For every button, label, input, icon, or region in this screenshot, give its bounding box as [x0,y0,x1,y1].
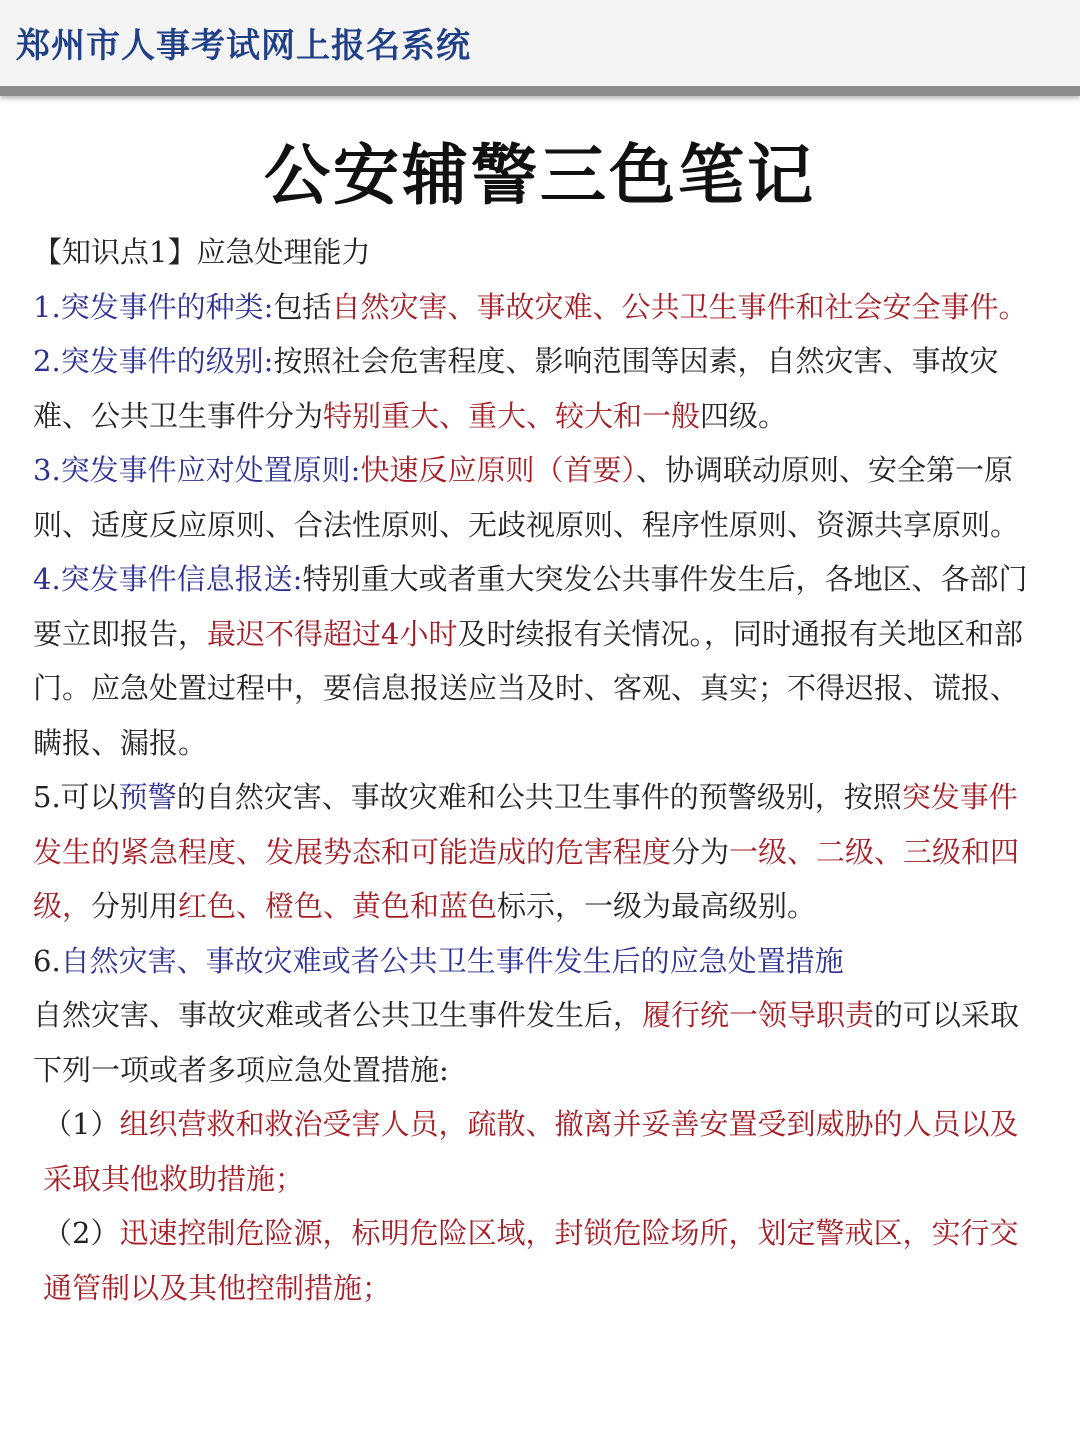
p5-highlight-c: 红色、橙色、黄色和蓝色 [178,889,498,923]
paragraph-2 [33,334,1040,443]
measure-2 [33,1206,1040,1315]
p6-heading: 自然灾害、事故灾难或者公共卫生事件发生后的应急处置措施 [60,943,844,978]
p5-text-e: 标示，一级为最高级别。 [497,889,817,923]
p4-text-end: 及时续报有关情况。，同时通报有关地区和部门。应急处置过程中，要信息报送应当及时、客观、真实；不得迟报、谎报、瞒报、漏报。 [33,616,1023,760]
p2-text-end: 四级。 [700,398,788,433]
paragraph-4 [33,552,1040,770]
p4-text: 特别重大或者重大突发公共事件发生后，各地区、各部门要立即报告， [33,562,1028,651]
paragraph-1 [33,280,1040,335]
p7-highlight: 履行统一领导职责 [642,998,875,1032]
p2-highlight: 特别重大、重大、较大和一般 [323,398,701,433]
measure-1-text: 组织营救和救治受害人员，疏散、撤离并妥善安置受到威胁的人员以及采取其他救助措施； [43,1107,1019,1196]
measure-2-text: 迅速控制危险源，标明危险区域，封锁危险场所，划定警戒区，实行交通管制以及其他控制措施； [43,1216,1019,1305]
p5-highlight-b: 一级、二级、三级和四级， [33,834,1020,923]
paragraph-6 [33,934,1040,989]
p3-text: 、协调联动原则、安全第一原则、适度反应原则、合法性原则、无歧视原则、程序性原则、资源共享原则。 [33,453,1020,542]
measure-1-number: （1） [43,1107,120,1141]
site-title[interactable]: 郑州市人事考试网上报名系统 [16,26,471,66]
p1-highlight: 自然灾害、事故灾难、公共卫生事件和社会安全事件。 [331,289,1028,324]
paragraph-5 [33,770,1040,934]
p5-text-d: 分别用 [91,889,179,923]
paragraph-7 [33,988,1040,1097]
p7-text-b: 的可以采取下列一项或者多项应急处置措施: [33,998,1020,1087]
page-title: 公安辅警三色笔记 [264,136,816,214]
measure-1 [33,1097,1040,1206]
p7-text-a: 自然灾害、事故灾难或者公共卫生事件发生后， [33,998,643,1032]
document-body [33,225,1040,1315]
p1-text: 包括 [273,289,332,324]
p1-label: 1.突发事件的种类: [33,289,274,324]
measure-2-number: （2） [43,1216,120,1250]
p3-highlight: 快速反应原则（首要） [360,453,636,487]
site-header [0,0,1080,86]
p5-highlight-blue: 预警 [118,780,177,814]
p5-text-a: 5.可以 [33,780,119,814]
p2-text: 按照社会危害程度、影响范围等因素，自然灾害、事故灾难、公共卫生事件分为 [33,344,999,433]
p5-highlight-a: 突发事件发生的紧急程度、发展势态和可能造成的危害程度 [33,780,1018,869]
p4-highlight: 最迟不得超过4小时 [207,616,458,651]
p5-text-b: 的自然灾害、事故灾难和公共卫生事件的预警级别，按照 [176,780,902,814]
p4-label: 4.突发事件信息报送: [33,562,303,596]
header-divider [0,86,1080,96]
p5-text-c: 分为 [671,834,730,869]
section-heading: 【知识点1】应急处理能力 [33,235,371,269]
p6-number: 6. [33,943,61,978]
p3-label: 3.突发事件应对处置原则: [33,453,361,487]
paragraph-3 [33,443,1040,552]
p2-label: 2.突发事件的级别: [33,344,274,378]
